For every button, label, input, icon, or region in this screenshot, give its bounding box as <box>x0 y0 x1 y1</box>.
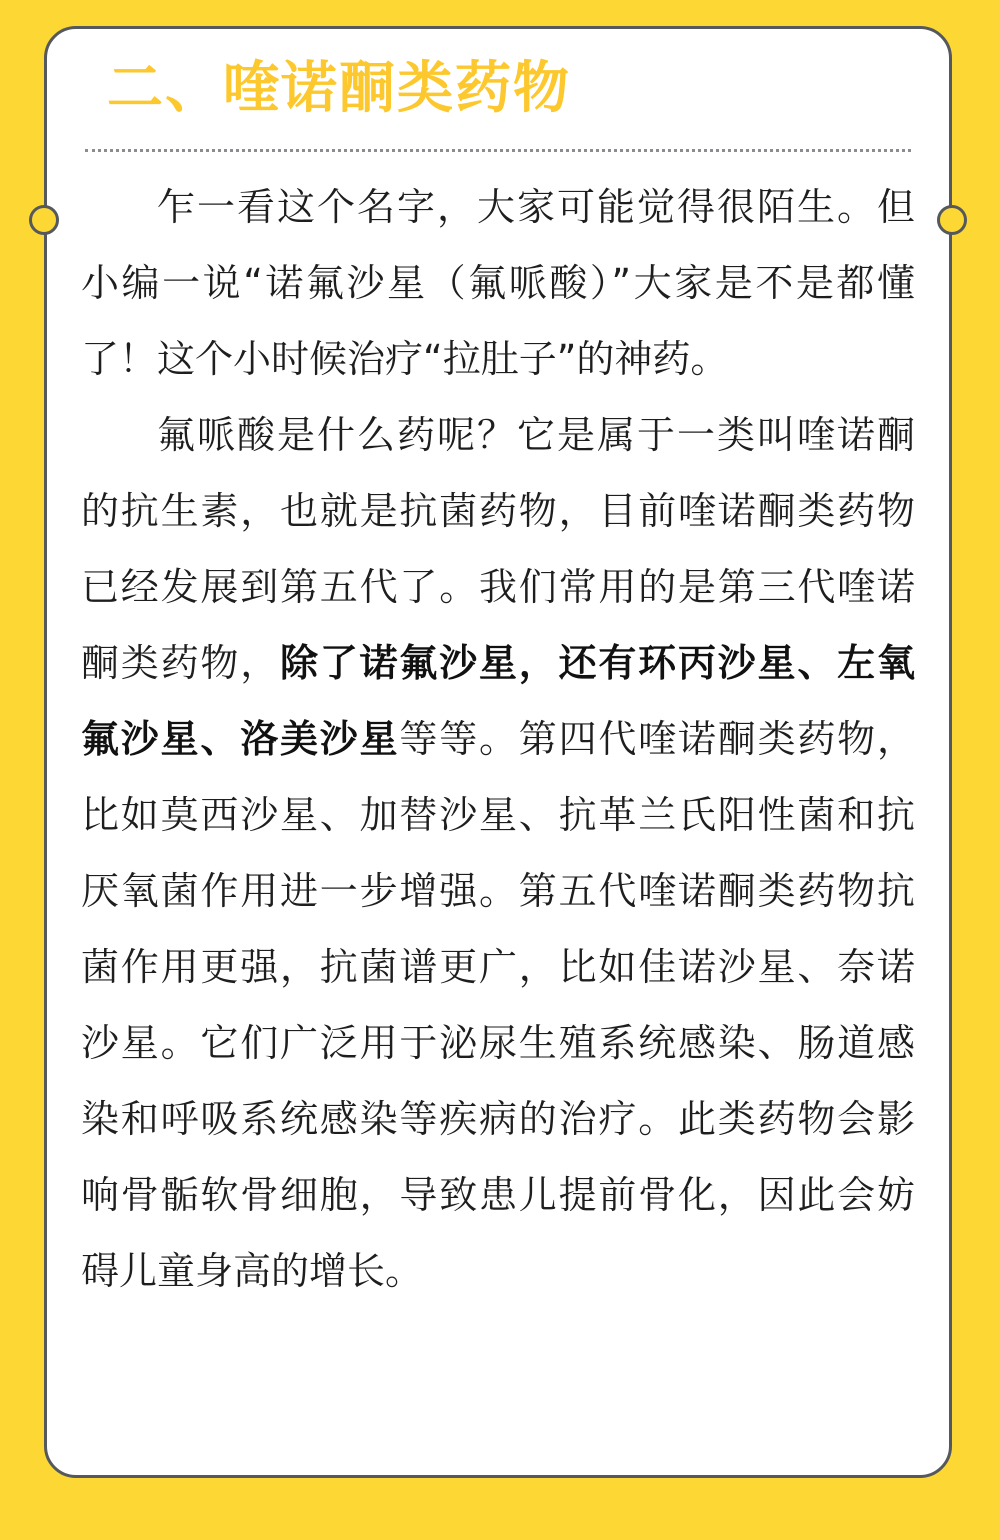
paragraph-details <box>81 397 915 1309</box>
article-body <box>81 169 915 1309</box>
card-notch-left <box>29 205 59 235</box>
paragraph-details-part2: 等等。第四代喹诺酮类药物，比如莫西沙星、加替沙星、抗革兰氏阳性菌和抗厌氧菌作用进一步增强。第五代喹诺酮类药物抗菌作用更强，抗菌谱更广，比如佳诺沙星、奈诺沙星。它们广泛用于泌尿生殖系统感染、肠道感染和呼吸系统感染等疾病的治疗。此类药物会影响骨骺软骨细胞，导致患儿提前骨化，因此会妨碍儿童身高的增长。 <box>81 717 915 1293</box>
paragraph-intro: 乍一看这个名字，大家可能觉得很陌生。但小编一说“诺氟沙星（氟哌酸）”大家是不是都懂了！这个小时候治疗“拉肚子”的神药。 <box>81 185 915 381</box>
content-card <box>44 26 952 1478</box>
card-notch-right <box>937 205 967 235</box>
dotted-divider <box>85 149 911 152</box>
section-title: 二、喹诺酮类药物 <box>107 56 571 121</box>
highlighted-drug-list: 除了诺氟沙星，还有环丙沙星、左氧氟沙星、洛美沙星 <box>81 641 915 761</box>
paragraph-details-part1: 氟哌酸是什么药呢？它是属于一类叫喹诺酮的抗生素，也就是抗菌药物，目前喹诺酮类药物已经发展到第五代了。我们常用的是第三代喹诺酮类药物， <box>81 413 915 685</box>
